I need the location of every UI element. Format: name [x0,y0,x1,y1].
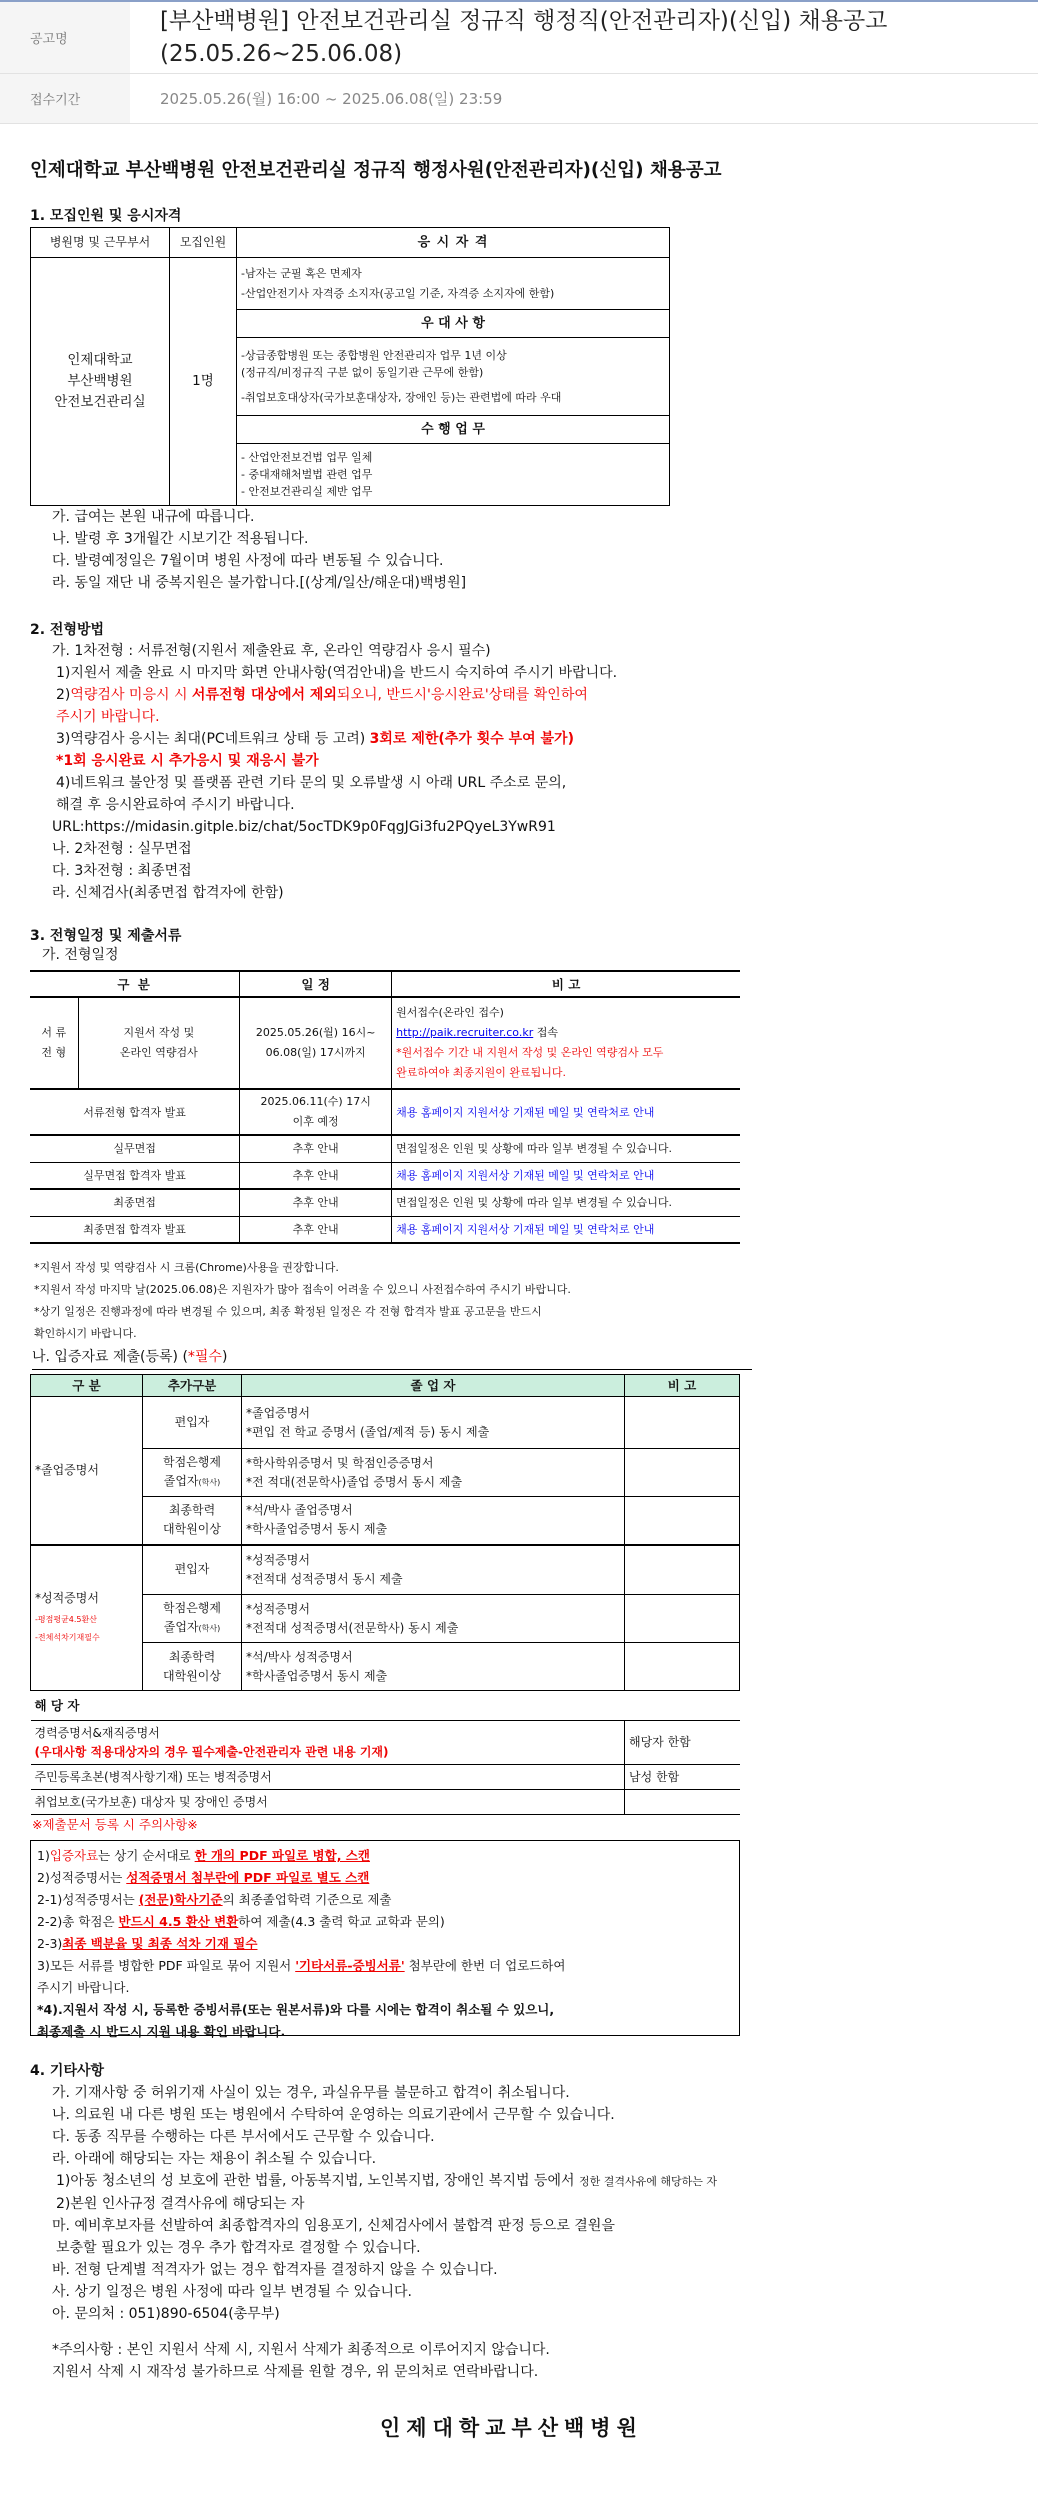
schedule-table: 구 분 일 정 비 고 서 류 전 형 지원서 작성 및 온라인 역량검사 2025.05.26(월) 16시~ 06.08(일) 17시까지 원서접수(온라인 접수) http://paik.recruiter.co.kr 접속 *원서접수 기간 내 지원서 작성 및 온라인 역량검사 모두 완료하여야 최종지원이 완료됩니다. 서류전형 합격자 발표 2025.06.11(수) 17시 이후 예정 채용 홈페이지 지원서상 기재된 메일 및 연락처로 안내 실무면접 추후 안내 면접일정은 인원 및 상황에 따라 일부 변경될 수 있습니다. 실무면접 합격자 발표 추후 안내 채용 홈페이지 지원서상 기재된 메일 및 연락처로 안내 최종면접 추후 안내 면접일정은 인원 및 상황에 따라 일부 변경될 수 있습니다. 최종면접 합격자 발표 추후 안내 채용 홈페이지 지원서상 기재된 메일 및 연락처로 안내 [30,970,740,1244]
count-cell: 1명 [170,258,237,506]
dept-cell: 인제대학교 부산백병원 안전보건관리실 [31,258,170,506]
s2-body: 가. 1차전형 : 서류전형(지원서 제출완료 후, 온라인 역량검사 응시 필수) 1)지원서 제출 완료 시 마지막 화면 안내사항(역검안내)을 반드시 숙지하여 주시기 바랍니다. 2)역량검사 미응시 시 서류전형 대상에서 제외되오니, 반드시'응시완료'상태를 확인하여 주시기 바랍니다. 3)역량검사 응시는 최대(PC네트워크 상태 등 고려) 3회로 제한(추가 횟수 부여 불가) *1회 응시완료 시 추가응시 및 재응시 불가 4)네트워크 불안정 및 플랫폼 관련 기타 문의 및 오류발생 시 아래 URL 주소로 문의, 해결 후 응시완료하여 주시기 바랍니다. URL:https://midasin.gitple.biz/chat/5ocTDK9p0FqgJGi3fu2PQyeL3YwR91 나. 2차전형 : 실무면접 다. 3차전형 : 최종면접 라. 신체검사(최종면접 합격자에 한함) [52,640,1002,904]
col-dept: 병원명 및 근무부서 [31,228,170,258]
footer-hospital-name: 인제대학교부산백병원 [380,2416,643,2440]
s4-body: 가. 기재사항 중 허위기재 사실이 있는 경우, 과실유무를 불문하고 합격이 취소됩니다. 나. 의료원 내 다른 병원 또는 병원에서 수탁하여 운영하는 의료기관에서 근무할 수 있습니다. 다. 동종 직무를 수행하는 다른 부서에서도 근무할 수 있습니다. 라. 아래에 해당되는 자는 채용이 취소될 수 있습니다. 1)아동 청소년의 성 보호에 관한 법률, 아동복지법, 노인복지법, 장애인 복지법 등에서 정한 결격사유에 해당하는 자 2)본원 인사규정 결격사유에 해당되는 자 마. 예비후보자를 선발하여 최종합격자의 임용포기, 신체검사에서 불합격 판정 등으로 결원을 보충할 필요가 있는 경우 추가 합격자로 결정할 수 있습니다. 바. 전형 단계별 적격자가 없는 경우 합격자를 결정하지 않을 수 있습니다. 사. 상기 일정은 병원 사정에 따라 일부 변경될 수 있습니다. 아. 문의처 : 051)890-6504(총무부) *주의사항 : 본인 지원서 삭제 시, 지원서 삭제가 최종적으로 이루어지지 않습니다. 지원서 삭제 시 재작성 불가하므로 삭제를 원할 경우, 위 문의처로 연락바랍니다. [52,2085,717,2380]
recruit-table [30,227,670,506]
section-2-heading: 2. 전형방법 [30,622,105,638]
documents-subheading: 나. 입증자료 제출(등록) (*필수) [32,1346,752,1370]
documents-table: 구 분 추가구분 졸 업 자 비 고 *졸업증명서 편입자 *졸업증명서 *편입 전 학교 증명서 (졸업/제적 등) 동시 제출 학점은행제 졸업자(학사) *학사학위증명서 및 학점인증증명서 *전 적대(전문학사)졸업 증명서 동시 제출 최종학력 대학원이상 *석/박사 졸업증명서 *학사졸업증명서 동시 제출 *성적증명서 -평점평균4.5환산 -전체석차기재필수 편입자 *성적증명서 *전적대 성적증명서 동시 제출 학점은행제 졸업자(학사) *성적증명서 *전적대 성적증명서(전문학사) 동시 제출 최종학력 대학원이상 *석/박사 성적증명서 *학사졸업증명서 동시 제출 해 당 자 경력증명서&재직증명서 (우대사항 적용대상자의 경우 필수제출-안전관리자 관련 내용 기재) 해당자 한함 주민등록초본(병적사항기재) 또는 병적증명서 남성 한함 취업보호(국가보훈) 대상자 및 장애인 증명서 [30,1374,740,1815]
posting-title: [부산백병원] 안전보건관리실 정규직 행정직(안전관리자)(신입) 채용공고 (25.05.26~25.06.08) [160,7,888,67]
col-qual: 응 시 자 격 [237,228,670,258]
duty-cell: - 산업안전보건법 업무 일체 - 중대재해처벌법 관련 업무 - 안전보건관리실 제반 업무 [237,444,670,506]
section-3-heading: 3. 전형일정 및 제출서류 [30,928,182,944]
schedule-subheading: 가. 전형일정 [42,947,119,963]
caution-heading: ※제출문서 등록 시 주의사항※ [32,1817,198,1832]
recruiter-link[interactable]: http://paik.recruiter.co.kr [396,1026,534,1039]
pref-heading: 우 대 사 항 [237,310,670,338]
caution-box: 1)입증자료는 상기 순서대로 한 개의 PDF 파일로 병합, 스캔 2)성적증명서는 성적증명서 첨부란에 PDF 파일로 별도 스캔 2-1)성적증명서는 (전문)학사기준의 최종졸업학력 기준으로 제출 2-2)총 학점은 반드시 4.5 환산 변환하여 제출(4.3 출력 학교 교학과 문의) 2-3)최종 백분율 및 최종 석차 기재 필수 3)모든 서류를 병합한 PDF 파일로 묶어 지원서 '기타서류-증빙서류' 첨부란에 한번 더 업로드하여 주시기 바랍니다. *4).지원서 작성 시, 등록한 증빙서류(또는 원본서류)와 다를 시에는 합격이 취소될 수 있으니, 최종제출 시 반드시 지원 내용 확인 바랍니다. [30,1840,740,2036]
col-count: 모집인원 [170,228,237,258]
title-label: 공고명 [0,2,130,73]
main-title: 인제대학교 부산백병원 안전보건관리실 정규직 행정사원(안전관리자)(신입) 채용공고 [30,160,722,181]
pref-cell: -상급종합병원 또는 종합병원 안전관리자 업무 1년 이상 (정규직/비정규직 구분 없이 동일기관 근무에 한함) -취업보호대상자(국가보훈대상자, 장애인 등)는 관련법에 따라 우대 [237,338,670,416]
support-url: URL:https://midasin.gitple.biz/chat/5ocTDK9p0FqgJGi3fu2PQyeL3YwR91 [52,819,556,835]
col-date: 일 정 [240,971,392,997]
period-value: 2025.05.26(월) 16:00 ~ 2025.06.08(일) 23:59 [160,90,503,108]
period-label: 접수기간 [0,74,130,123]
schedule-notes: *지원서 작성 및 역량검사 시 크롬(Chrome)사용을 권장합니다. *지원서 작성 마지막 날(2025.06.08)은 지원자가 많아 접속이 어려울 수 있으니 사전접수하여 주시기 바랍니다. *상기 일정은 진행과정에 따라 변경될 수 있으며, 최종 확정된 일정은 각 전형 합격자 발표 공고문을 반드시 확인하시기 바랍니다. [34,1261,571,1340]
s1-notes: 가. 급여는 본원 내규에 따릅니다. 나. 발령 후 3개월간 시보기간 적용됩니다. 다. 발령예정일은 7월이며 병원 사정에 따라 변동될 수 있습니다. 라. 동일 재단 내 중복지원은 불가합니다.[(상계/일산/해운대)백병원] [52,509,467,591]
section-4-heading: 4. 기타사항 [30,2063,105,2079]
col-type: 구 분 [30,971,240,997]
section-1-heading: 1. 모집인원 및 응시자격 [30,208,182,224]
header-period-row [0,74,1038,124]
header-title-row [0,2,1038,74]
duty-heading: 수 행 업 무 [237,416,670,444]
qual-cell: -남자는 군필 혹은 면제자 -산업안전기사 자격증 소지자(공고일 기준, 자격증 소지자에 한함) [237,258,670,310]
col-note: 비 고 [392,971,740,997]
